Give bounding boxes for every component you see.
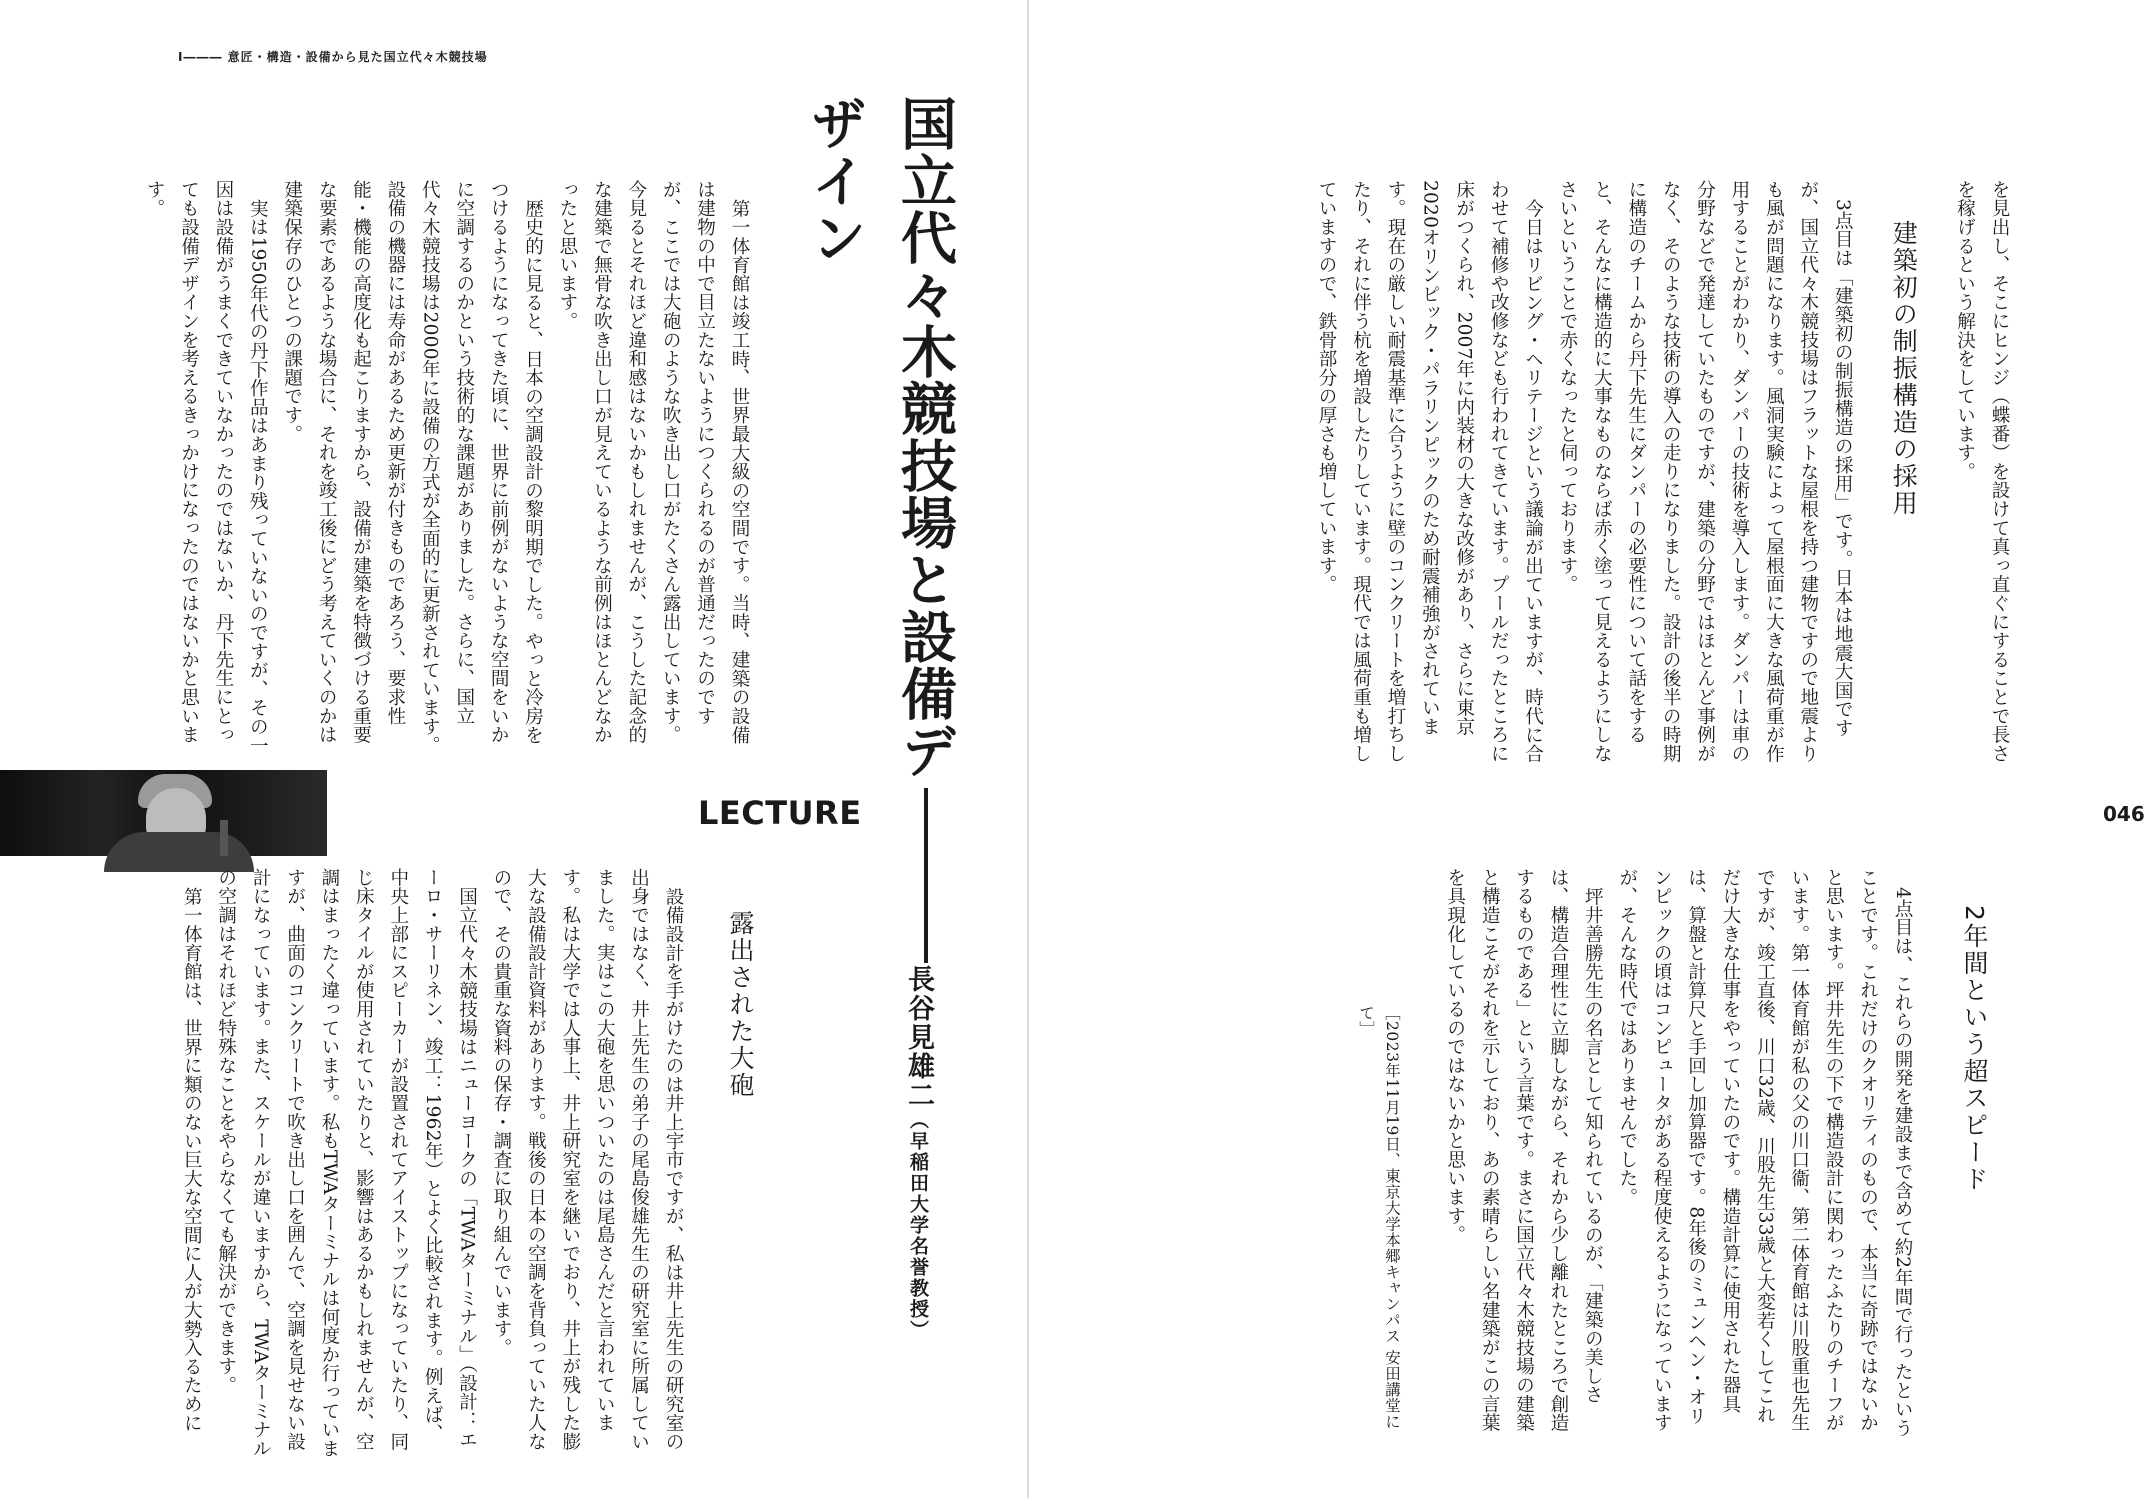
paragraph: 実は1950年代の丹下作品はあまり残っていないのですが、その一因は設備がうまくできていなかったのではないか、丹下先生にとっても設備デザインを考えるきっかけになったのではないかと思います。 (144, 180, 269, 755)
microphone-icon (220, 820, 228, 856)
section-heading-two-years: 2年間という超スピード (1960, 905, 1989, 1193)
paragraph: 4点目は、これらの開発を建設まで含めて約2年間で行ったということです。これだけのクオリティのもので、本当に奇跡ではないかと思います。坪井先生の下で構造設計に関わったふたりのチーフがいます。第一体育館が私の父の川口衞、第二体育館は川股重也先生ですが、竣工直後、川口32歳、川股先生33歳と大変若くしてこれだけ大きな仕事をやっていたのです。構造計算に使用された器具は、算盤と計算尺と手回し加算器です。8年後のミュンヘン・オリンピックの頃はコンピュータがある程度使えるようになっていますが、そんな時代ではありませんでした。 (1616, 868, 1913, 1438)
left-lower-text (90, 868, 690, 1458)
section-heading-vibration-control: 建築初の制振構造の採用 (1889, 220, 1919, 517)
paragraph: 国立代々木競技場はニューヨークの「TWAターミナル」（設計：エーロ・サーリネン、竣工：1962年）とよく比較されます。例えば、中央上部にスピーカーが設置されてアイストップになっていたり、同じ床タイルが使用されていたりと、影響はあるかもしれませんが、空調はまったく違っています。私もTWAターミナルは何度か行っていますが、曲面のコンクリートで吹き出し口を囲んで、空調を見せない設計になっています。また、スケールが違いますから、TWAターミナルの空調はそれほど特殊なことをやらなくても解決ができます。 (215, 868, 478, 1458)
right-upper-text (1206, 180, 2016, 770)
paragraph: 設備設計を手がけたのは井上宇市ですが、私は井上先生の研究室の出身ではなく、井上先生の弟子の尾島俊雄先生の研究室に所属していました。実はこの大砲を思いついたのは尾島さんだと言われています。私は大学では人事上、井上研究室を継いでおり、井上が残した膨大な設備設計資料があります。戦後の日本の空調を背負っていた人なので、その貴重な資料の保存・調査に取り組んでいます。 (490, 868, 684, 1451)
author-affiliation: （早稲田大学名誉教授） (907, 1110, 929, 1341)
paragraph: 3点目は「建築初の制振構造の採用」です。日本は地震大国ですが、国立代々木競技場はフラットな屋根を持つ建物ですので地震よりも風が問題になります。風洞実験によって屋根面に大きな風荷重が作用することがわかり、ダンパーの技術を導入します。ダンパーは車の分野などで発達していたものですが、建築の分野ではほとんど事例がなく、そのような技術の導入の走りになりました。設計の後半の時期に構造のチームから丹下先生にダンパーの必要性について話をすると、そんなに構造的に大事なものならば赤く塗って見えるようにしなさいということで赤くなったと伺っております。 (1556, 180, 1854, 763)
left-page (0, 0, 1027, 1498)
right-lower-text (1399, 868, 1919, 1438)
paragraph: 第一体育館は竣工時、世界最大級の空間です。当時、建築の設備は建物の中で目立たないようにつくられるのが普通だったのですが、ここでは大砲のような吹き出し口がたくさん露出しています。今見るとそれほど違和感はないかもしれませんが、こうした記念的な建築で無骨な吹き出し口が見えているような前例はほとんどなかったと思います。 (556, 180, 750, 744)
paragraph: を見出し、そこにヒンジ（蝶番）を設けて真っ直ぐにすることで長さを稼げるという解決をしています。 (1954, 180, 2010, 763)
paragraph: 第一体育館は、世界に類のない巨大な空間に人が大勢入るために (181, 886, 203, 1432)
speaker-photo (0, 770, 327, 856)
lecture-label: LECTURE (698, 794, 862, 832)
author-name: 長谷見雄二 (903, 965, 934, 1110)
lecture-date-note: ［2023年11月19日、東京大学本郷キャンパス 安田講堂にて］ (1357, 1005, 1401, 1430)
article-title: 国立代々木競技場と設備デザイン (802, 95, 958, 779)
paragraph: 今日はリビング・ヘリテージという議論が出ていますが、時代に合わせて補修や改修なども行われてきています。プールだったところに床がつくられ、2007年に内装材の大きな改修があり、さらに東京2020オリンピック・パラリンピックのため耐震補強がされています。現在の厳しい耐震基準に合うように壁のコンクリートを増打ちしたり、それに伴う杭を増設したりしています。現代では風荷重も増していますので、鉄骨部分の厚さも増しています。 (1316, 180, 1544, 763)
left-upper-text (128, 180, 756, 760)
page-number: 046 (2103, 802, 2145, 826)
section-heading-exposed-cannon: 露出された大砲 (726, 910, 755, 1099)
author-byline (888, 965, 948, 1345)
right-page (1029, 0, 2145, 1498)
running-head: Ⅰ――― 意匠・構造・設備から見た国立代々木競技場 (178, 50, 488, 64)
title-rule (924, 788, 928, 963)
photo-shoulders (104, 832, 254, 872)
paragraph: 坪井善勝先生の名言として知られているのが、「建築の美しさは、構造合理性に立脚しながら、それから少し離れたところで創造するものである」という言葉です。まさに国立代々木競技場の建築と構造こそがそれを示しており、あの素晴らしい名建築がこの言葉を具現化しているのではないかと思います。 (1444, 868, 1604, 1432)
paragraph: 歴史的に見ると、日本の空調設計の黎明期でした。やっと冷房をつけるようになってきた頃に、世界に前例がないような空間をいかに空調するのかという技術的な課題がありました。さらに、国立代々木競技場は2000年に設備の方式が全面的に更新されています。設備の機器には寿命があるため更新が付きものであろう、要求性能・機能の高度化も起こりますから、設備が建築を特徴づける重要な要素であるような場合に、それを竣工後にどう考えていくのかは建築保存のひとつの課題です。 (281, 180, 544, 755)
